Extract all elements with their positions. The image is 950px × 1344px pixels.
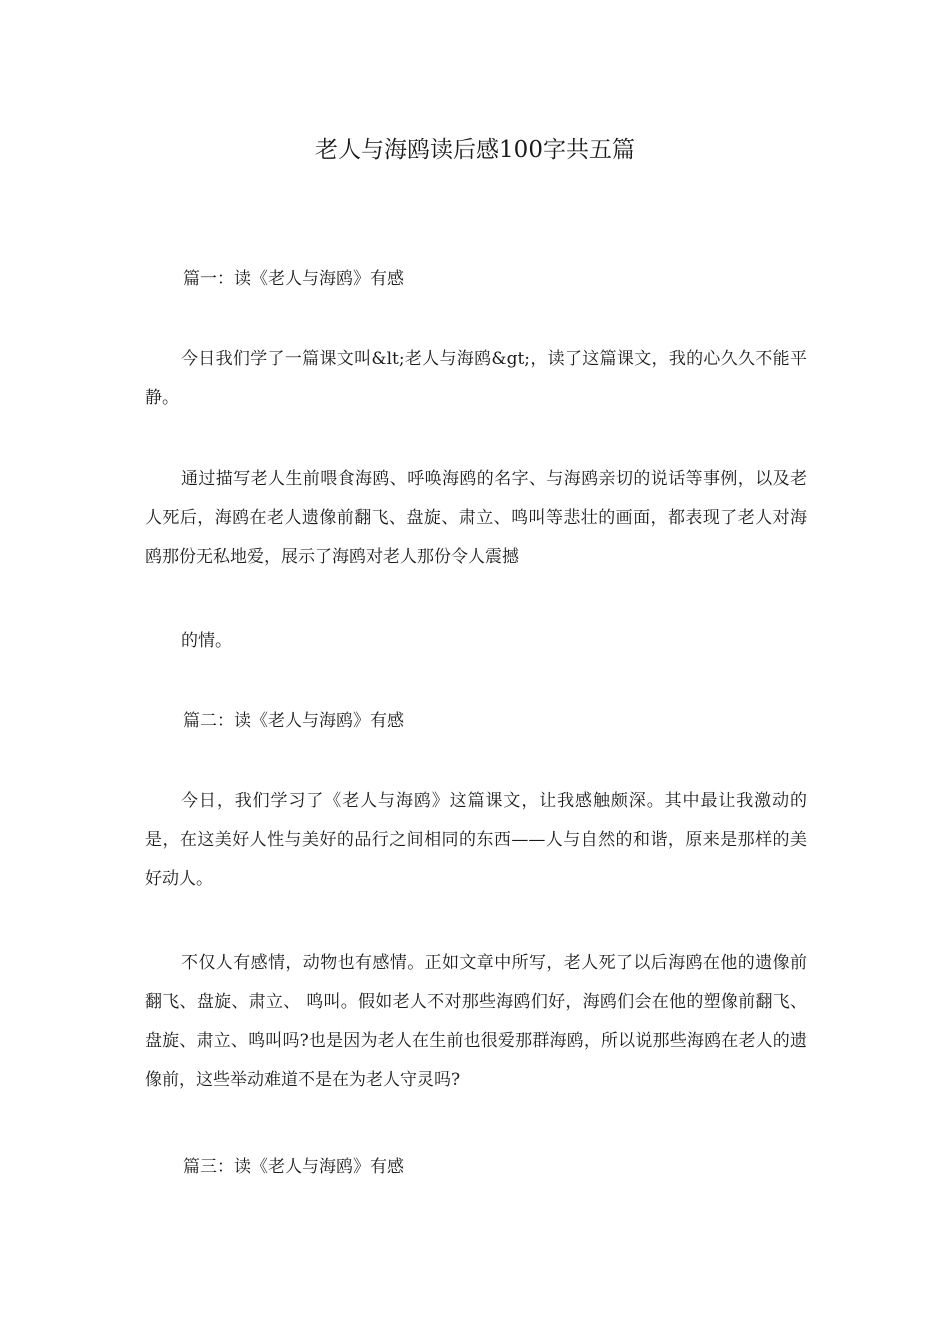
document-title: 老人与海鸥读后感100字共五篇 [315,137,635,163]
section-2-paragraph-2: 不仅人有感情，动物也有感情。正如文章中所写，老人死了以后海鸥在他的遗像前翻飞、盘旋、肃立、 鸣叫。假如老人不对那些海鸥们好，海鸥们会在他的塑像前翻飞、盘旋、肃立、鸣叫吗?也是因为老人在生前也很爱那群海鸥，所以说那些海鸥在老人的遗像前，这些举动难道不是在为老人守灵吗? [145,953,807,1090]
section-1-paragraph-2: 通过描写老人生前喂食海鸥、呼唤海鸥的名字、与海鸥亲切的说话等事例，以及老人死后，海鸥在老人遗像前翻飞、盘旋、肃立、鸣叫等悲壮的画面，都表现了老人对海鸥那份无私地爱，展示了海鸥对老人那份令人震撼 [145,469,807,567]
section-1-paragraph-3: 的情。 [181,631,232,651]
section-heading-1: 篇一：读《老人与海鸥》有感 [183,269,404,289]
section-heading-2: 篇二：读《老人与海鸥》有感 [183,711,404,731]
section-2-paragraph-1: 今日，我们学习了《老人与海鸥》这篇课文，让我感触颇深。其中最让我激动的是，在这美好人性与美好的品行之间相同的东西——人与自然的和谐，原来是那样的美好动人。 [145,791,807,889]
section-heading-3: 篇三：读《老人与海鸥》有感 [183,1157,404,1177]
section-1-paragraph-1: 今日我们学了一篇课文叫&lt;老人与海鸥&gt;，读了这篇课文，我的心久久不能平静。 [145,349,807,408]
